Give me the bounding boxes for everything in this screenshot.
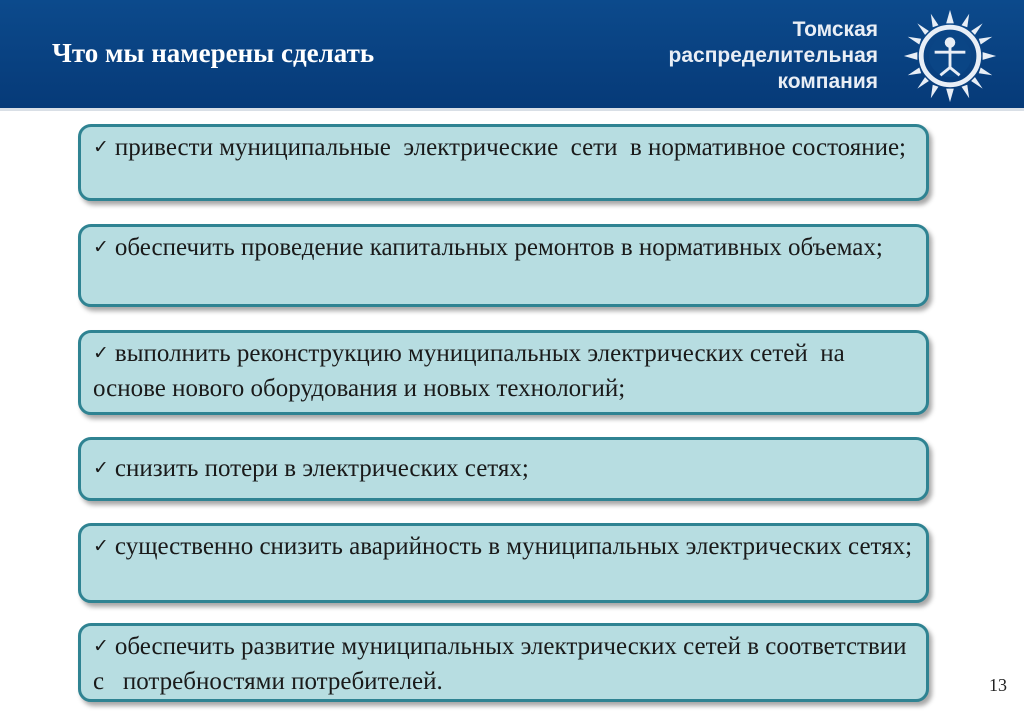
list-item-text: выполнить реконструкцию муниципальных электрических сетей на основе нового оборудования и новых технологий; [93,340,851,402]
list-item-text: существенно снизить аварийность в муниципальных электрических сетях; [114,533,913,560]
check-icon: ✓ [93,457,109,479]
list-item [78,523,929,603]
page-title: Что мы намерены сделать [52,38,375,68]
company-name-line: распределительная [668,44,878,67]
list-item [78,224,929,307]
list-item [78,623,929,702]
page-number: 13 [989,675,1007,695]
check-icon: ✓ [93,342,109,364]
header-bar [0,0,1024,111]
check-icon: ✓ [93,136,109,158]
list-item [78,330,929,415]
list-item-text: обеспечить проведение капитальных ремонтов в нормативных объемах; [114,234,883,261]
list-item-text: привести муниципальные электрические сети в нормативное состояние; [114,134,906,161]
list-item [78,437,929,501]
check-icon: ✓ [93,635,109,657]
company-name-line: компания [777,70,878,93]
check-icon: ✓ [93,236,109,258]
company-name-line: Томская [792,18,878,41]
list-item [78,124,929,201]
company-name [669,17,878,95]
list-item-text: обеспечить развитие муниципальных электрических сетей в соответствии с потребностями потребителей. [93,633,913,695]
company-logo-icon [902,8,998,104]
check-icon: ✓ [93,535,109,557]
list-item-text: снизить потери в электрических сетях; [114,455,529,482]
